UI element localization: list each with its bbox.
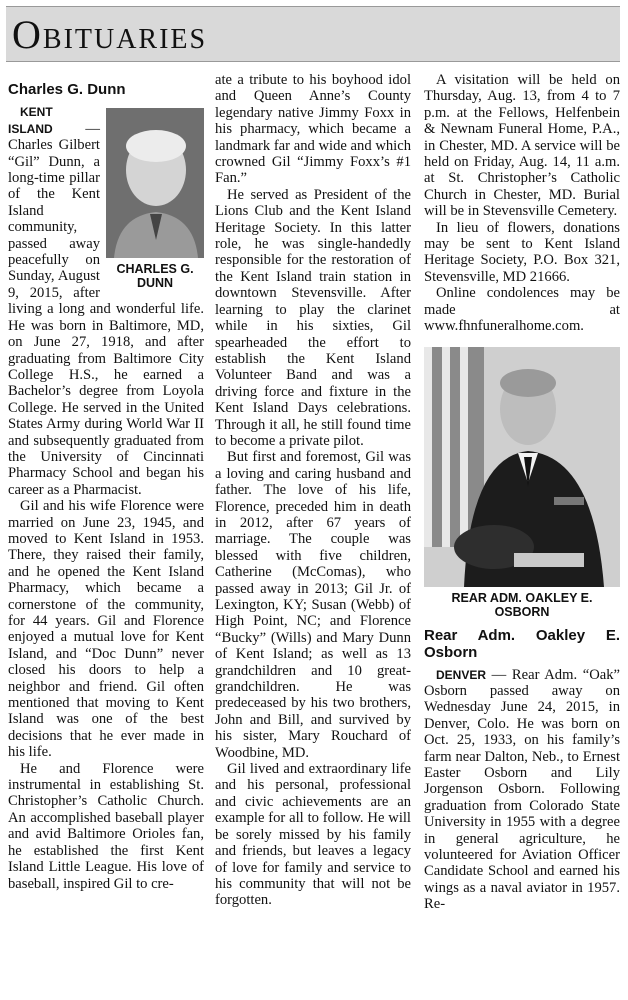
dunn-headline: Charles G. Dunn bbox=[8, 81, 126, 98]
column-2 bbox=[215, 72, 411, 909]
dunn-portrait-image bbox=[106, 108, 204, 258]
dunn-paragraph: ate a tribute to his boyhood idol and Queen Anne’s County legendary native Jimmy Foxx in his pharmacy, which became a landmark far and wide and which crowned Gil “Jimmy Foxx’s #1 Fan.” bbox=[215, 72, 411, 187]
osborn-photo bbox=[424, 347, 620, 619]
dunn-paragraph: Online condolences may be made at www.fhnfuneralhome.com. bbox=[424, 285, 620, 335]
dunn-paragraph: Gil and his wife Florence were married on June 23, 1945, and moved to Kent Island in 1953. There, they raised their family, and he opened the Kent Island Pharmacy, which became a cornerstone of the community, for 44 years. Gil and Florence enjoyed a mutual love for Kent Island, and “Doc Dunn” never closed his doors to help a neighbor and friend. Gil often mentioned that moving to Kent Island was one of the best decisions that he ever made in his life. bbox=[8, 498, 204, 761]
osborn-portrait-image bbox=[424, 347, 620, 587]
dunn-paragraph: — Charles Gilbert “Gil” Dunn, a long-time pillar of the Kent Island community, passed away peacefully on Sunday, August 9, 2015, after living a long and wonderful life. He was born in Baltimore, MD, on June 27, 1918, and after graduating from Baltimore City College H.S., he earned a Bachelor’s degree from Loyola College. He served in the United States Army during World War II and subsequently graduated from the University of Cincinnati Pharmacy School and began his career as a Pharmacist. bbox=[8, 120, 204, 498]
portrait-icon bbox=[106, 108, 204, 258]
dunn-paragraph: He served as President of the Lions Club and the Kent Island Heritage Society. In this latter role, he was single-handedly responsible for the restoration of the Kent Island train station in downtown Stevensville. After learning to play the clarinet while in his sixties, Gil spearheaded the effort to establish the Kent Island Volunteer Band and was a driving force and fixture in the Kent Island Days celebrations. Through it all, he still found time to become a private pilot. bbox=[215, 186, 411, 449]
dunn-paragraph: A visitation will be held on Thursday, Aug. 13, from 4 to 7 p.m. at the Fellows, Helfenbein & Newnam Funeral Home, P.A., in Chester, MD. A service will be held on Friday, Aug. 14, 11 a.m. at St. Christopher’s Catholic Church in Chester, MD. Burial will be in Stevensville Cemetery. bbox=[424, 72, 620, 220]
section-masthead bbox=[6, 6, 620, 62]
osborn-photo-caption: REAR ADM. OAKLEY E. OSBORN bbox=[451, 590, 593, 619]
portrait-icon bbox=[424, 347, 620, 587]
dunn-photo-caption: CHARLES G. DUNN bbox=[116, 262, 194, 291]
osborn-paragraph: — Rear Adm. “Oak” Osborn passed away on Wednesday June 24, 2015, in Denver, Colo. He was born on Oct. 25, 1933, on his family’s farm near Dalton, Neb., to Ernest Easter Osborn and Lily Jorgenson Osborn. Following graduation from Colorado State University in 1955 with a degree in general agriculture, he volunteered for Aviation Officer Candidate School and earned his wings as a naval aviator in 1957. Re- bbox=[424, 666, 620, 913]
dunn-paragraph: He and Florence were instrumental in establishing St. Christopher’s Catholic Church. An accomplished baseball player and avid Baltimore Orioles fan, he established the first Kent Island Little League. His love of baseball, inspired Gil to cre- bbox=[8, 760, 204, 892]
dunn-photo bbox=[106, 108, 204, 290]
column-3 bbox=[424, 72, 620, 913]
dunn-paragraph: But first and foremost, Gil was a loving and caring husband and father. The love of his life, Florence, preceded him in death in 2012, after 67 years of marriage. The couple was blessed with five children, Catherine (McComas), who passed away in 2013; Gil Jr. of Lexington, KY; Susan (Webb) of High Point, NC; and Florence “Bucky” (Wills) and Mary Dunn of Kent Island; as well as 13 grandchildren and 10 great-grandchildren. He was predeceased by his two brothers, John and Bill, and survived by his sister, Mary Rouchard of Woodbine, MD. bbox=[215, 449, 411, 761]
section-title: Obituaries bbox=[12, 12, 208, 57]
column-1 bbox=[8, 72, 204, 892]
dunn-paragraph: Gil lived and extraordinary life and his personal, professional and civic achievements are an example for all to follow. He will be sorely missed by his family and friends, but leaves a legacy of love for family and service to his community that will not be forgotten. bbox=[215, 761, 411, 909]
osborn-dateline: DENVER bbox=[436, 667, 487, 682]
dunn-dateline: KENT ISLAND bbox=[8, 105, 53, 136]
dunn-paragraph: In lieu of flowers, donations may be sent to Kent Island Heritage Society, P.O. Box 321, Stevensville, MD 21666. bbox=[424, 219, 620, 285]
osborn-headline: Rear Adm. Oakley E. Osborn bbox=[424, 626, 620, 661]
